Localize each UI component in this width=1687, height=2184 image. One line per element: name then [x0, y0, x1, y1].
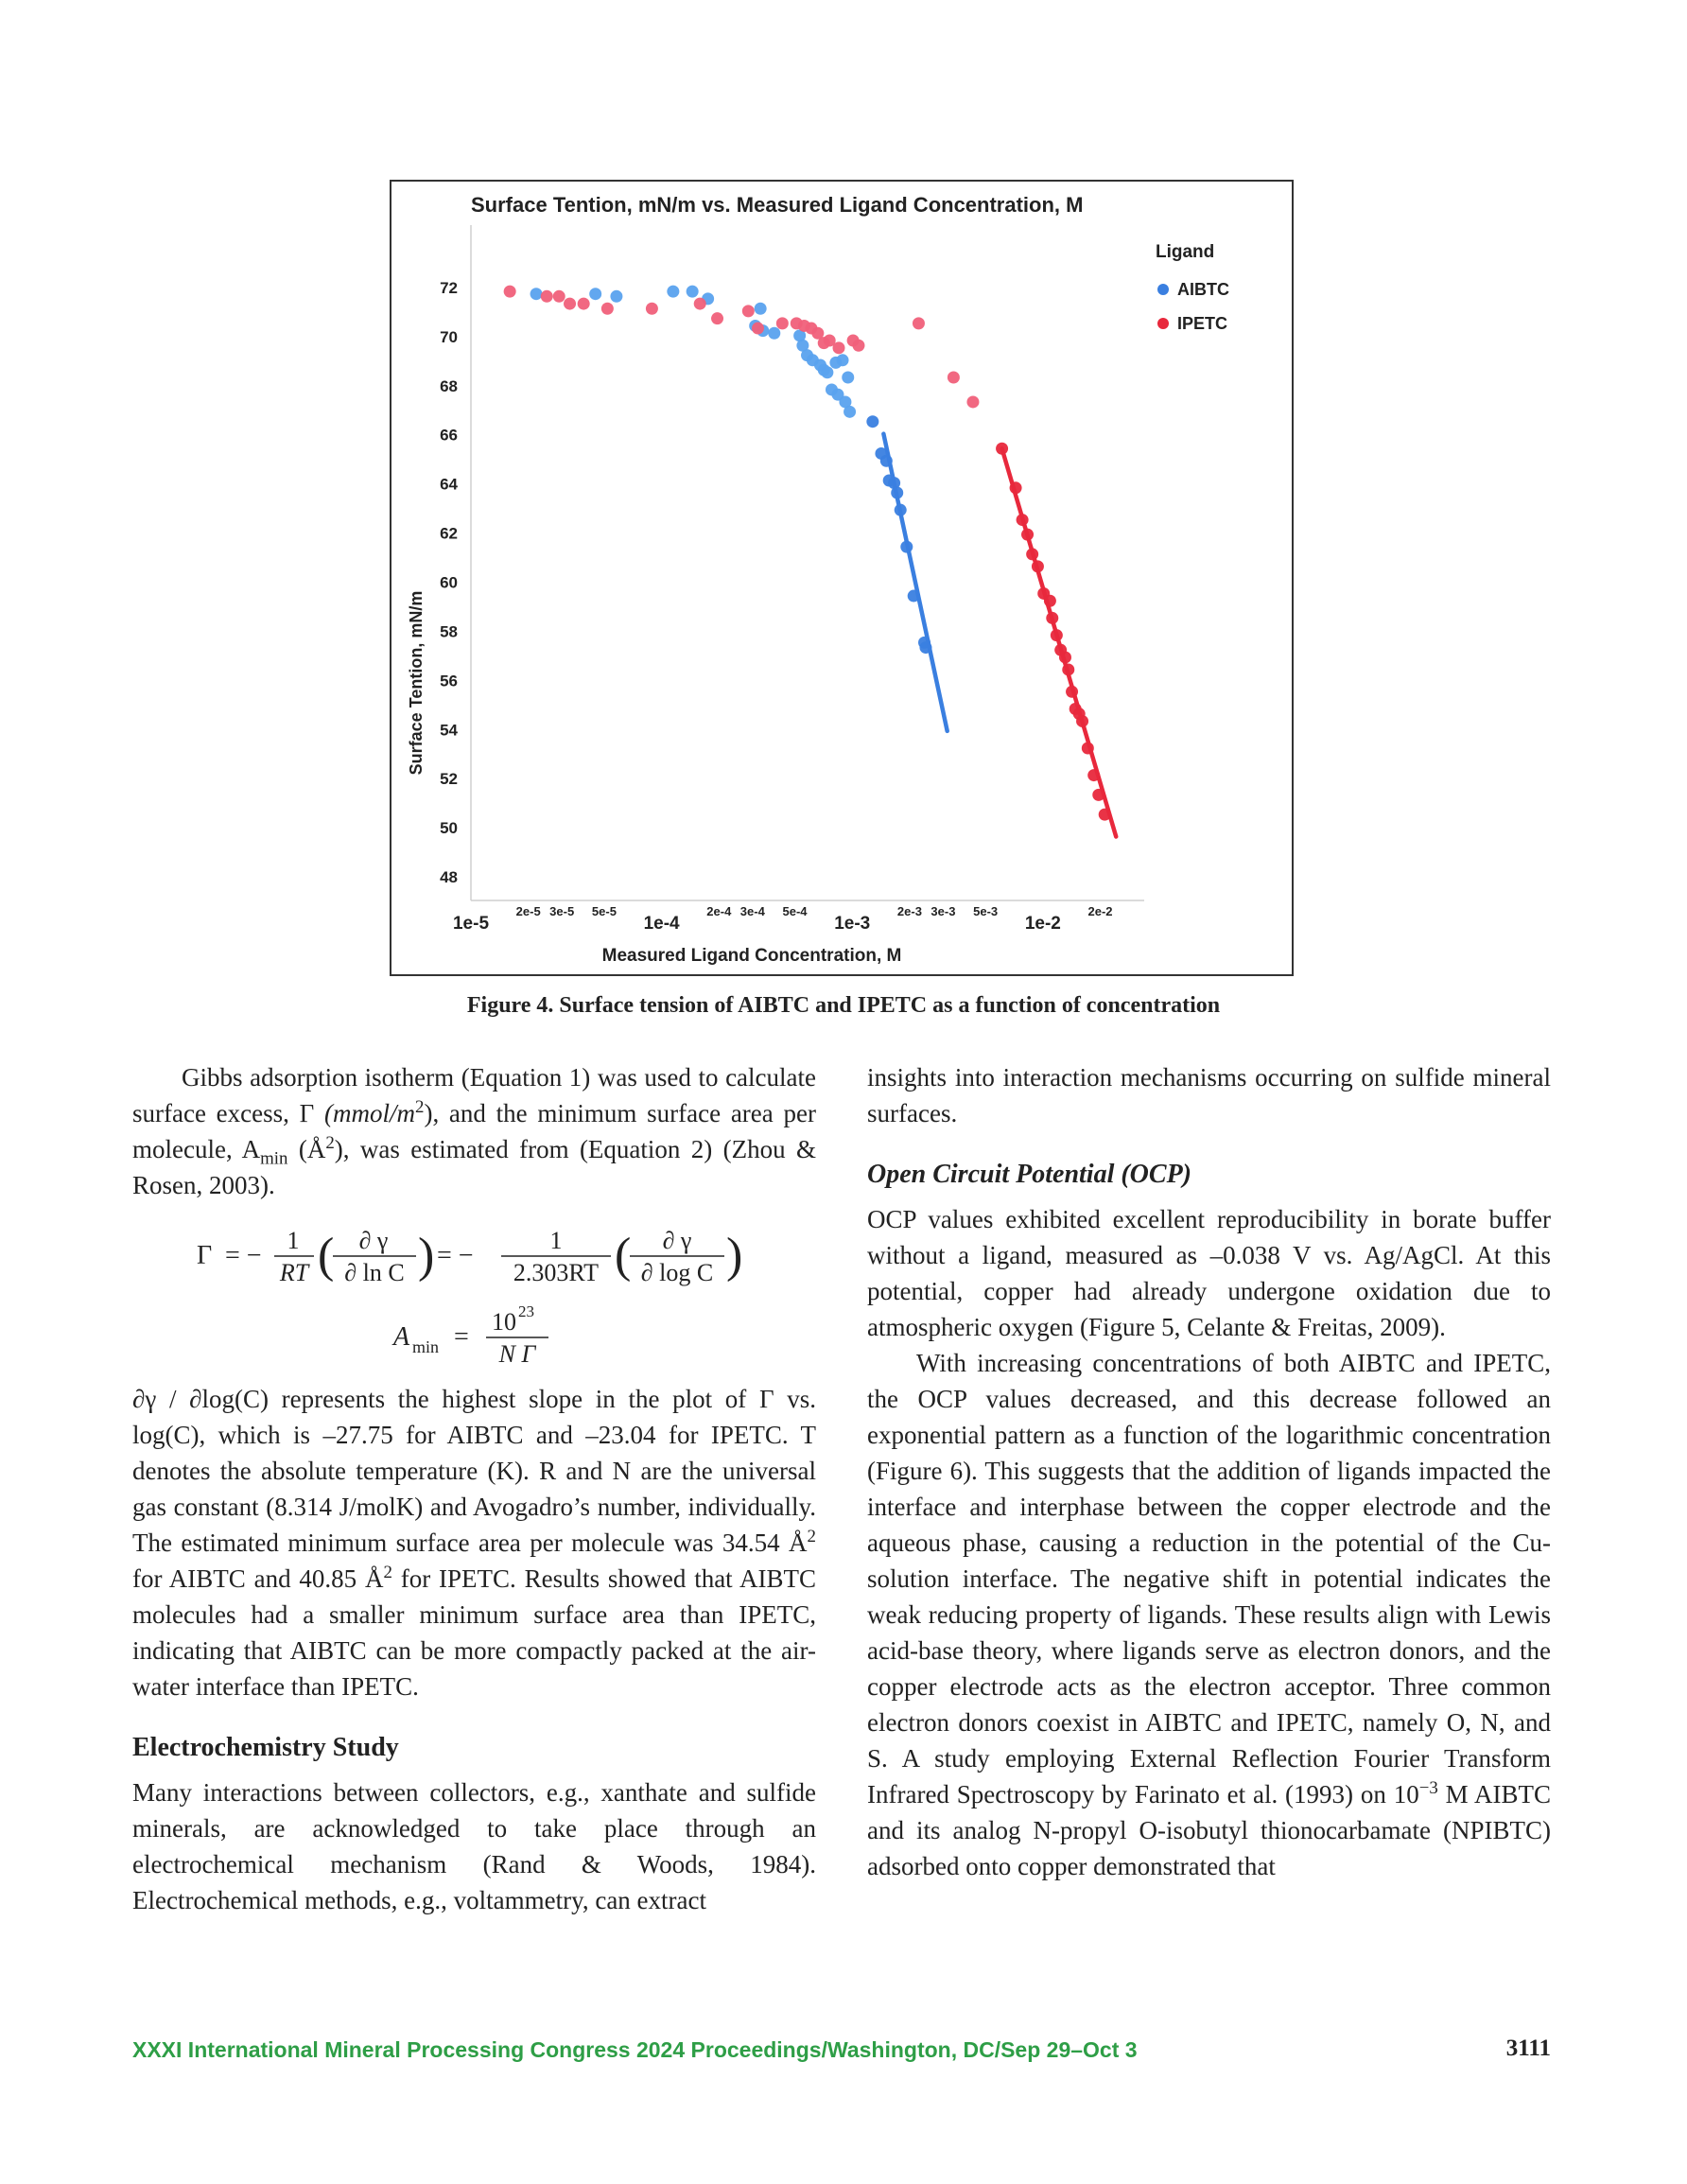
data-point-aibtc: [667, 286, 679, 298]
x-major-tick-label: 1e-3: [834, 914, 871, 934]
data-point-ipetc: [1017, 514, 1029, 526]
data-point-ipetc: [1099, 809, 1111, 821]
data-point-ipetc: [1092, 789, 1104, 801]
data-point-ipetc: [833, 341, 845, 354]
data-point-ipetc: [742, 305, 755, 317]
data-point-ipetc: [1059, 651, 1071, 663]
data-point-ipetc: [1010, 481, 1022, 494]
data-point-ipetc: [711, 312, 723, 324]
figure-caption: Figure 4. Surface tension of AIBTC and IPETC as a function of concentration: [466, 993, 1221, 1018]
surface-tension-chart: [391, 182, 1292, 974]
svg-text:Γ: Γ: [197, 1241, 213, 1270]
data-point-ipetc: [1082, 743, 1094, 755]
data-point-ipetc: [776, 317, 789, 329]
data-point-ipetc: [1076, 715, 1088, 727]
x-minor-tick-label: 2e-4: [706, 904, 732, 918]
data-point-aibtc: [755, 303, 767, 315]
svg-text:1: 1: [549, 1227, 563, 1254]
y-tick-label: 72: [440, 278, 458, 297]
data-point-aibtc: [530, 288, 543, 300]
data-point-aibtc: [821, 366, 833, 378]
x-axis-label: Measured Ligand Concentration, M: [601, 946, 902, 966]
data-point-aibtc: [768, 327, 780, 340]
y-tick-label: 56: [440, 672, 458, 690]
x-minor-tick-label: 5e-4: [782, 904, 808, 918]
data-point-aibtc: [866, 415, 878, 428]
svg-text:1: 1: [287, 1227, 300, 1254]
svg-text:(: (: [318, 1229, 335, 1283]
data-point-aibtc: [589, 288, 601, 300]
equation-2: [391, 1302, 548, 1368]
y-tick-label: 66: [440, 426, 458, 445]
data-point-ipetc: [553, 290, 565, 303]
data-point-ipetc: [1051, 629, 1063, 641]
right-column: [867, 1059, 1551, 1884]
x-major-tick-label: 1e-4: [643, 914, 680, 934]
svg-text:): ): [726, 1229, 743, 1283]
x-major-tick-label: 1e-2: [1024, 914, 1061, 934]
y-axis-ticks: [440, 279, 458, 886]
data-point-aibtc: [908, 590, 920, 603]
svg-text:A: A: [393, 1322, 410, 1352]
data-point-aibtc: [891, 487, 903, 499]
x-minor-tick-label: 3e-3: [930, 904, 956, 918]
x-axis-ticks: [453, 904, 1113, 934]
data-point-ipetc: [1026, 548, 1038, 560]
chart-title: Surface Tention, mN/m vs. Measured Ligand Concentration, M: [471, 193, 1084, 217]
svg-text:2.303RT: 2.303RT: [513, 1259, 600, 1286]
data-point-ipetc: [564, 298, 576, 310]
data-point-ipetc: [694, 298, 706, 310]
data-point-aibtc: [919, 641, 931, 654]
paragraph-ocp-decrease: With increasing concentrations of both AIBTC and IPETC, the OCP values decreased, and this decrease followed an exponential pattern as a function of the logarithmic concentration (Figure 6). This suggests that the addition of ligands impacted the interface and interphase between the copper electrode and the aqueous phase, causing a reduction in the potential of the Cu-solution interface. The negative shift in potential indicates the weak reducing property of ligands. These results align with Lewis acid-base theory, where ligands serve as electron donors, and the copper electrode acts as the electron acceptor. Three common electron donors coexist in AIBTC and IPETC, namely O, N, and S. A study employing External Reflection Fourier Transform Infrared Spectroscopy by Farinato et al. (1993) on $10^{-3}$ M AIBTC and its analog N-propyl O-isobutyl thionocarbamate (NPIBTC) adsorbed onto copper demonstrated that: [867, 1349, 1551, 1880]
y-tick-label: 50: [440, 819, 458, 838]
data-point-ipetc: [1087, 769, 1100, 781]
x-minor-tick-label: 2e-3: [896, 904, 922, 918]
data-point-ipetc: [1021, 529, 1034, 541]
legend-marker-ipetc: [1157, 318, 1169, 329]
data-point-ipetc: [601, 303, 614, 315]
svg-text:∂ log C: ∂ log C: [640, 1259, 714, 1286]
chart-legend: [1156, 242, 1229, 333]
data-point-aibtc: [900, 541, 913, 553]
svg-text:∂ γ: ∂ γ: [358, 1227, 389, 1254]
y-tick-label: 58: [440, 622, 458, 641]
x-major-tick-label: 1e-5: [452, 914, 490, 934]
fit-lines: [883, 434, 1116, 837]
svg-text:=: =: [454, 1322, 469, 1352]
svg-text:min: min: [412, 1337, 440, 1356]
paragraph-slope: ∂γ / ∂log(C) represents the highest slope in the plot of Γ vs. log(C), which is –27.75 for AIBTC and –23.04 for IPETC. T denotes the absolute temperature (K). R and N are the universal gas constant (8.314 J/molK) and Avogadro’s number, individually. The estimated minimum surface area per molecule was 34.54 $Å^2$ for AIBTC and 40.85 $Å^2$ for IPETC. Results showed that AIBTC molecules had a smaller minimum surface area than IPETC, indicating that AIBTC can be more compactly packed at the air-water interface than IPETC.: [132, 1385, 816, 1701]
y-axis-label: Surface Tention, mN/m: [407, 590, 426, 776]
paragraph-gibbs: Gibbs adsorption isotherm (Equation 1) was used to calculate surface excess, Γ $(mmol/m^2)$, and the minimum surface area per molecule, $A_{min}$ $(Å^2)$, was estimated from (Equation 2) (Zhou & Rosen, 2003).: [132, 1063, 816, 1199]
y-tick-label: 62: [440, 524, 458, 543]
x-minor-tick-label: 3e-5: [549, 904, 575, 918]
svg-text:RT: RT: [279, 1259, 309, 1286]
data-point-aibtc: [687, 286, 699, 298]
left-column: [132, 1059, 816, 1918]
data-point-ipetc: [541, 290, 553, 303]
y-tick-label: 54: [440, 721, 458, 740]
x-minor-tick-label: 2e-2: [1087, 904, 1113, 918]
y-tick-label: 52: [440, 770, 458, 789]
data-points: [504, 286, 1111, 821]
data-point-ipetc: [996, 443, 1008, 455]
footer-conference: XXXI International Mineral Processing Congress 2024 Proceedings/Washington, DC/Sep 29–Oct 3: [132, 2037, 1138, 2062]
y-tick-label: 60: [440, 573, 458, 592]
y-tick-label: 64: [440, 475, 458, 494]
y-tick-label: 70: [440, 327, 458, 346]
svg-text:= −: = −: [437, 1241, 474, 1270]
data-point-aibtc: [837, 354, 849, 366]
data-point-ipetc: [966, 395, 979, 408]
data-point-ipetc: [1046, 612, 1058, 624]
data-point-ipetc: [913, 317, 925, 329]
data-point-ipetc: [646, 303, 658, 315]
data-point-aibtc: [880, 455, 893, 467]
paragraph-ocp-values: OCP values exhibited excellent reproducibility in borate buffer without a ligand, measured as –0.038 V vs. Ag/AgCl. At this potential, copper had already undergone oxidation due to atmospheric oxygen (Figure 5, Celante & Freitas, 2009).: [867, 1205, 1551, 1341]
svg-text:(: (: [615, 1229, 632, 1283]
data-point-ipetc: [504, 286, 516, 298]
data-point-ipetc: [752, 323, 764, 335]
legend-marker-aibtc: [1157, 284, 1169, 295]
legend-label-ipetc: IPETC: [1177, 314, 1228, 333]
y-tick-label: 48: [440, 868, 458, 887]
svg-text:∂ γ: ∂ γ: [662, 1227, 692, 1254]
figure-frame: [390, 180, 1294, 976]
data-point-aibtc: [895, 504, 907, 516]
svg-text:10: 10: [492, 1308, 516, 1336]
x-minor-tick-label: 2e-5: [515, 904, 541, 918]
paragraph-insights: insights into interaction mechanisms occurring on sulfide mineral surfaces.: [867, 1063, 1551, 1127]
svg-text:∂ ln C: ∂ ln C: [344, 1259, 405, 1286]
equation-1: [197, 1227, 742, 1286]
data-point-aibtc: [844, 406, 856, 418]
data-point-ipetc: [578, 298, 590, 310]
page-number: 3111: [1505, 2035, 1551, 2061]
heading-electrochemistry: Electrochemistry Study: [132, 1733, 399, 1762]
data-point-ipetc: [1044, 595, 1056, 607]
paragraph-electrochemistry: Many interactions between collectors, e.g., xanthate and sulfide minerals, are acknowledged to take place through an electrochemical mechanism (Rand & Woods, 1984). Electrochemical methods, e.g., voltammetry, can extract: [132, 1778, 816, 1914]
x-minor-tick-label: 3e-4: [739, 904, 765, 918]
equation-block: [132, 1213, 816, 1373]
x-minor-tick-label: 5e-5: [591, 904, 617, 918]
data-point-ipetc: [852, 340, 864, 352]
data-point-aibtc: [610, 290, 622, 303]
data-point-ipetc: [1062, 663, 1074, 675]
x-minor-tick-label: 5e-3: [973, 904, 999, 918]
svg-text:23: 23: [518, 1302, 534, 1320]
data-point-aibtc: [842, 371, 854, 383]
svg-text:): ): [418, 1229, 435, 1283]
heading-ocp: Open Circuit Potential (OCP): [867, 1160, 1191, 1189]
data-point-ipetc: [1032, 560, 1044, 572]
legend-label-aibtc: AIBTC: [1177, 280, 1229, 299]
legend-title: Ligand: [1156, 242, 1215, 262]
svg-text:= −: = −: [225, 1241, 262, 1270]
data-point-ipetc: [1066, 686, 1078, 698]
svg-text:N Γ: N Γ: [498, 1340, 536, 1368]
y-tick-label: 68: [440, 376, 458, 395]
data-point-ipetc: [948, 371, 960, 383]
